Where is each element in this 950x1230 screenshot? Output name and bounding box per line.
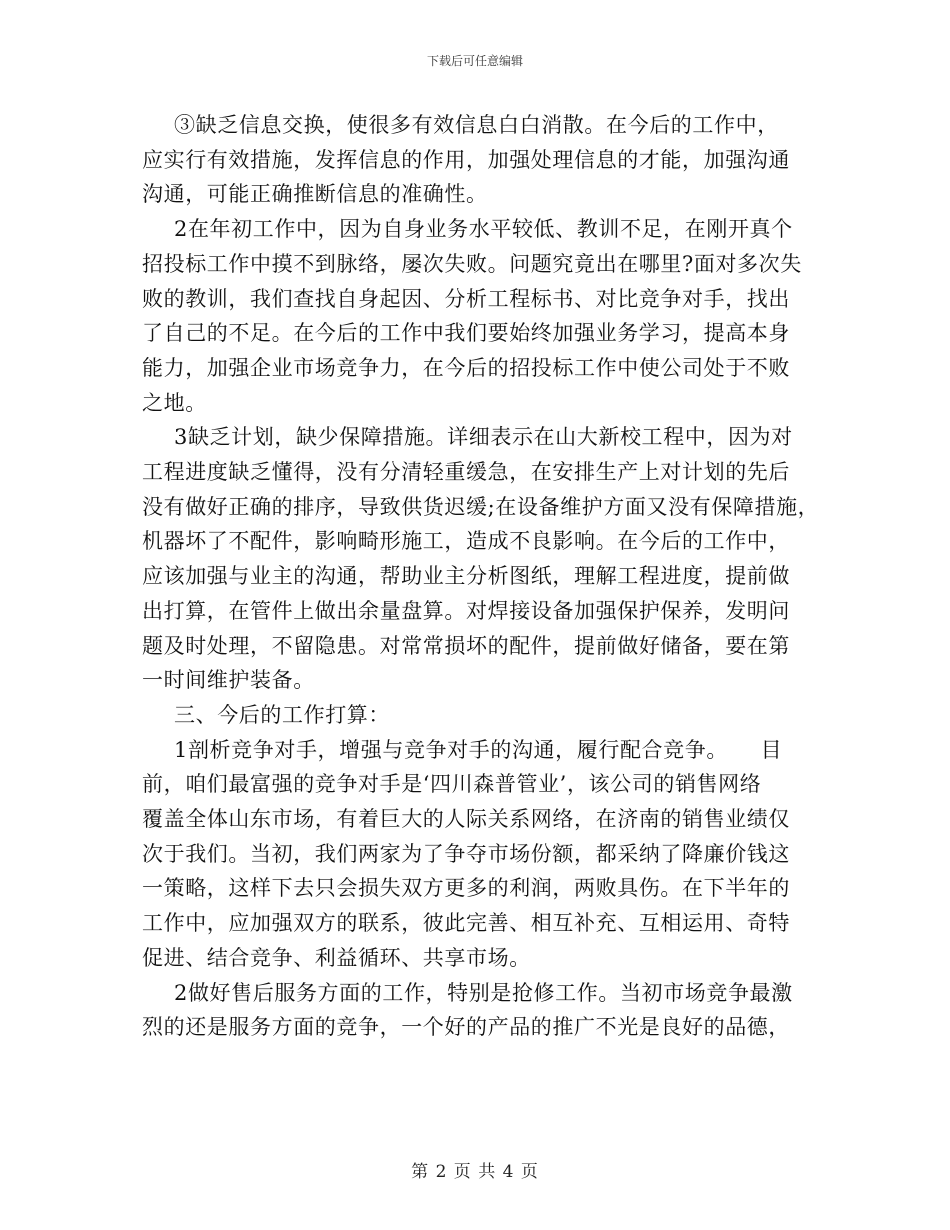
- paragraph-line: 机器坏了不配件，影响畸形施工，造成不良影响。在今后的工作中，: [142, 529, 790, 554]
- paragraph-line: 3缺乏计划，缺少保障措施。详细表示在山大新校工程中，因为对: [174, 425, 793, 450]
- paragraph-line: 没有做好正确的排序，导致供货迟缓;在设备维护方面又没有保障措施，: [142, 494, 820, 519]
- paragraph-line: 应实行有效措施，发挥信息的作用，加强处理信息的才能，加强沟通: [142, 147, 790, 172]
- paragraph-line: 能力，加强企业市场竞争力，在今后的招投标工作中使公司处于不败: [142, 355, 790, 380]
- paragraph-line: 了自己的不足。在今后的工作中我们要始终加强业务学习，提高本身: [142, 321, 790, 346]
- paragraph-line: 工程进度缺乏懂得，没有分清轻重缓急，在安排生产上对计划的先后: [142, 460, 790, 485]
- paragraph-line: 1剖析竞争对手，增强与竞争对手的沟通，履行配合竞争。 目: [174, 737, 783, 762]
- paragraph-line: 2在年初工作中，因为自身业务水平较低、教训不足，在刚开真个: [174, 217, 793, 242]
- page-number-footer: 第 2 页 共 4 页: [411, 1162, 539, 1182]
- paragraph-line: 2做好售后服务方面的工作，特别是抢修工作。当初市场竞争最激: [174, 980, 793, 1005]
- paragraph-line: 促进、结合竞争、利益循环、共享市场。: [142, 945, 531, 970]
- paragraph-line: ③缺乏信息交换，使很多有效信息白白消散。在今后的工作中，: [174, 113, 779, 137]
- paragraph-line: 一策略，这样下去只会损失双方更多的利润，两败具伤。在下半年的: [142, 876, 790, 901]
- paragraph-line: 题及时处理，不留隐患。对常常损坏的配件，提前做好储备，要在第: [142, 633, 790, 658]
- paragraph-line: 沟通，可能正确推断信息的准确性。: [142, 182, 488, 207]
- paragraph-line: 败的教训，我们查找自身起因、分析工程标书、对比竞争对手，找出: [142, 286, 790, 311]
- document-body: [142, 108, 820, 1045]
- paragraph-line: 一时间维护装备。: [142, 668, 315, 693]
- paragraph-line: 之地。: [142, 390, 207, 415]
- paragraph-line: 覆盖全体山东市场，有着巨大的人际关系网络，在济南的销售业绩仅: [142, 807, 790, 832]
- paragraph-line: 次于我们。当初，我们两家为了争夺市场份额，都采纳了降廉价钱这: [142, 841, 790, 866]
- paragraph-line: 招投标工作中摸不到脉络，屡次失败。问题究竟出在哪里?面对多次失: [142, 251, 802, 276]
- section-heading: 三、今后的工作打算：: [174, 702, 390, 727]
- page-header: 下载后可任意编辑: [426, 54, 523, 68]
- paragraph-line: 应该加强与业主的沟通，帮助业主分析图纸，理解工程进度，提前做: [142, 564, 790, 589]
- paragraph-line: 前，咱们最富强的竞争对手是‘四川森普管业’，该公司的销售网络: [142, 772, 762, 797]
- paragraph-line: 烈的还是服务方面的竞争，一个好的产品的推广不光是良好的品德，: [142, 1015, 790, 1040]
- paragraph-line: 工作中，应加强双方的联系，彼此完善、相互补充、互相运用、奇特: [142, 911, 790, 936]
- paragraph-line: 出打算，在管件上做出余量盘算。对焊接设备加强保护保养，发明问: [142, 598, 790, 623]
